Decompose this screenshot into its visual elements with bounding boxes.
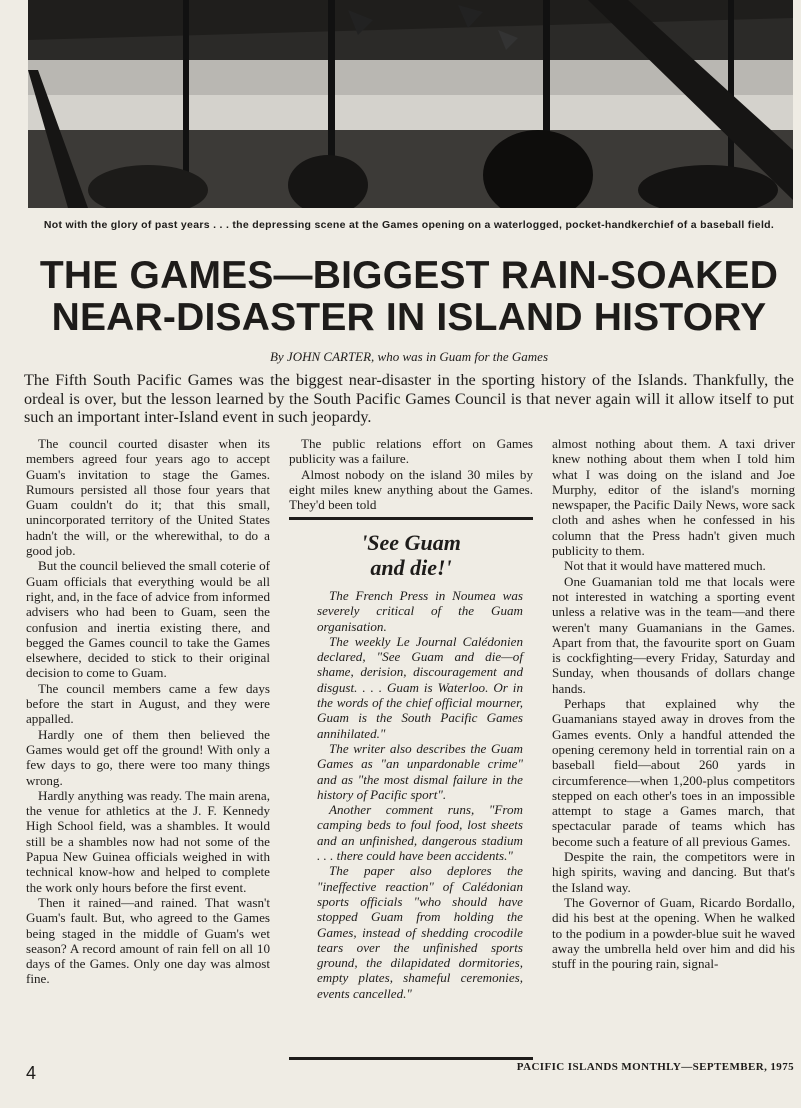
paragraph: The weekly Le Journal Calédonien declared, "See Guam and die—of shame, derision, discouragement and disgust. . . . Guam is Waterloo. Or in the words of the chief official mourner, Guam is the South Pacific Games annihilated." bbox=[317, 633, 523, 741]
paragraph: The Governor of Guam, Ricardo Bordallo, did his best at the opening. When he walked to the podium in a powder-blue suit he waved away the umbrella held over him and did his stuff in the pouring rain, signal- bbox=[552, 894, 795, 972]
paragraph: The council members came a few days before the start in August, and they were appalled. bbox=[26, 680, 270, 727]
paragraph: Despite the rain, the competitors were in high spirits, waving and dancing. But that's the Island way. bbox=[552, 849, 795, 895]
byline: By JOHN CARTER, who was in Guam for the Games bbox=[269, 349, 549, 364]
sidebar-text bbox=[289, 588, 533, 1001]
paragraph: The public relations effort on Games publicity was a failure. bbox=[289, 436, 533, 467]
paragraph: Perhaps that explained why the Guamanians stayed away in droves from the Games events. Only a handful attended the opening ceremony held in torrential rain on a baseball field—about 260 yards in circumference—when 1,200-plus competitors stepped on each other's toes in an impossible attempt to stage a Games march, that spectacular parade of teams which has become such a feature of all previous Games. bbox=[552, 696, 795, 849]
article-column-2 bbox=[289, 436, 533, 512]
sidebar-title-line-1: 'See Guam bbox=[361, 530, 461, 555]
lead-paragraph: The Fifth South Pacific Games was the biggest near-disaster in the sporting history of the Islands. Thankfully, the ordeal is over, but the lesson learned by the South Pacific Games Council is that never again will it allow itself to put such an important inter-Island event in such jeopardy. bbox=[24, 371, 794, 426]
publication-footer: PACIFIC ISLANDS MONTHLY—SEPTEMBER, 1975 bbox=[516, 1061, 794, 1073]
sidebar-title-line-2: and die!' bbox=[370, 555, 452, 580]
paragraph: Then it rained—and rained. That wasn't Guam's fault. But, who agreed to the Games being staged in the middle of Guam's wet season? A record amount of rain fell on all 10 days of the Games. Only one day was almost fine. bbox=[26, 894, 270, 987]
paragraph: The French Press in Noumea was severely critical of the Guam organisation. bbox=[317, 588, 523, 634]
paragraph: The council courted disaster when its members agreed four years ago to accept Guam's invitation to stage the Games. Rumours persisted all those four years that Guam couldn't do it; that this small, unincorporated territory of the United States hadn't the will, or the wherewithal, to do a good job. bbox=[26, 436, 270, 559]
sidebar-box bbox=[289, 517, 533, 1060]
article-column-3 bbox=[552, 436, 795, 971]
paragraph: Not that it would have mattered much. bbox=[564, 558, 766, 574]
page-number: 4 bbox=[26, 1063, 37, 1083]
headline bbox=[24, 255, 794, 339]
article-column-1 bbox=[26, 436, 270, 987]
paragraph: One Guamanian told me that locals were not interested in watching a sporting event unless a relative was in the team—and there weren't many Guamanians in the Games. Apart from that, the favourite sport on Guam is cockfighting—every Friday, Saturday and Sunday, when thousands of dollars change hands. bbox=[552, 573, 795, 696]
paragraph: Almost nobody on the island 30 miles by eight miles knew anything about the Games. They'd been told bbox=[289, 466, 533, 513]
paragraph: The paper also deplores the "ineffective reaction" of Calédonian sports officials "who should have stopped Guam from holding the Games, instead of shedding crocodile tears over the unfinished sports ground, the dilapidated dormitories, empty plates, shameful ceremonies, events cancelled." bbox=[317, 863, 523, 1001]
paragraph: Hardly one of them then believed the Games would get off the ground! With only a few days to go, there were too many things wrong. bbox=[26, 726, 270, 788]
sidebar-title bbox=[289, 530, 533, 580]
headline-line-2: NEAR-DISASTER IN ISLAND HISTORY bbox=[51, 296, 767, 339]
paragraph: Another comment runs, "From camping beds to foul food, lost sheets and an unfinished, dangerous stadium . . . there could have been accidents." bbox=[317, 802, 523, 864]
paragraph: Hardly anything was ready. The main arena, the venue for athletics at the J. F. Kennedy High School field, was a shambles. It would still be a shambles now had not some of the Papua New Guinea officials weighed in with technical know-how and helped to complete the work only hours before the first event. bbox=[26, 787, 270, 895]
stadium-photo bbox=[28, 0, 793, 208]
stadium-photo-icon bbox=[28, 0, 793, 208]
photo-caption: Not with the glory of past years . . . the depressing scene at the Games opening on a waterlogged, pocket-handkerchief of a baseball field. bbox=[43, 219, 775, 231]
paragraph: almost nothing about them. A taxi driver knew nothing about them when I told him what I was doing on the island and Joe Murphy, editor of the island's morning newspaper, the Pacific Daily News, wore sack cloth and ashes when he confessed in his column that the Press hadn't given much publicity to them. bbox=[552, 436, 795, 559]
headline-line-1: THE GAMES—BIGGEST RAIN-SOAKED bbox=[39, 254, 779, 297]
paragraph: But the council believed the small coterie of Guam officials that everything would be all right, and, in the face of advice from informed advisers who had been to Guam, seen the confusion and inertia existing there, and begged the Games council to take the Games elsewhere, decided to stick to their original decision to come to Guam. bbox=[26, 558, 270, 681]
paragraph: The writer also describes the Guam Games as "an unpardonable crime" and as "the most dismal failure in the history of Pacific sport". bbox=[317, 740, 523, 802]
